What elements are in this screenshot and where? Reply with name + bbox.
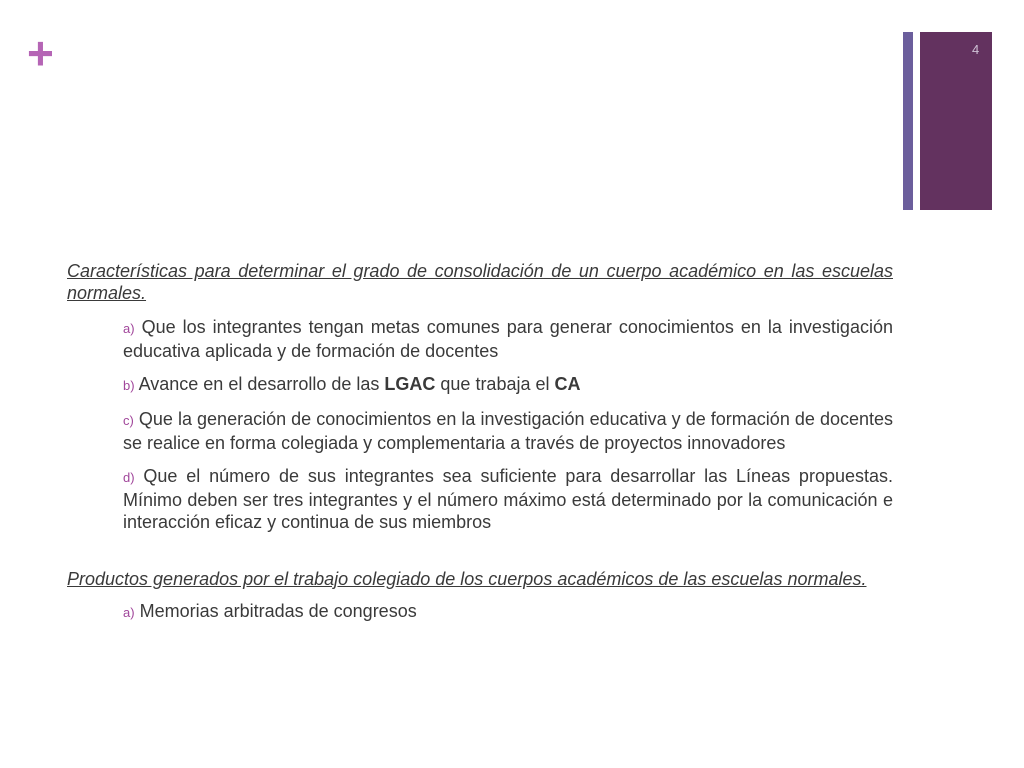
- item-text-before: Avance en el desarrollo de las: [138, 374, 385, 394]
- list-item: [123, 408, 893, 454]
- item-marker: c): [123, 413, 134, 428]
- plus-icon: +: [27, 27, 54, 79]
- list-item: [123, 373, 893, 397]
- section2-list: [67, 600, 893, 624]
- list-item: [123, 465, 893, 533]
- item-bold-lgac: LGAC: [384, 374, 436, 394]
- item-marker: d): [123, 470, 135, 485]
- list-item: [123, 600, 893, 624]
- page-number: 4: [972, 42, 980, 57]
- item-marker: a): [123, 321, 135, 336]
- section2-heading: Productos generados por el trabajo colegiado de los cuerpos académicos de las escuelas normales.: [67, 569, 867, 589]
- section1-heading: Características para determinar el grado de consolidación de un cuerpo académico en las escuelas normales.: [67, 261, 893, 303]
- item-text-middle: que trabaja el: [435, 374, 555, 394]
- item-bold-ca: CA: [554, 374, 581, 394]
- item-marker: a): [123, 605, 135, 620]
- decorative-bar-thin: [903, 32, 913, 210]
- decorative-bar-wide: [920, 32, 992, 210]
- item-text: Que el número de sus integrantes sea suficiente para desarrollar las Líneas propuestas. Mínimo deben ser tres integrantes y el número máximo está determinado por la comunicación e interacción eficaz y continua de sus miembros: [123, 466, 893, 532]
- item-text: Que la generación de conocimientos en la investigación educativa y de formación de docentes se realice en forma colegiada y complementaria a través de proyectos innovadores: [123, 409, 893, 453]
- item-marker: b): [123, 378, 135, 393]
- slide-content: [67, 260, 893, 624]
- item-text: Que los integrantes tengan metas comunes para generar conocimientos en la investigación educativa aplicada y de formación de docentes: [123, 317, 893, 361]
- list-item: [123, 316, 893, 362]
- item-text: Memorias arbitradas de congresos: [139, 601, 417, 621]
- section1-list: [67, 316, 893, 533]
